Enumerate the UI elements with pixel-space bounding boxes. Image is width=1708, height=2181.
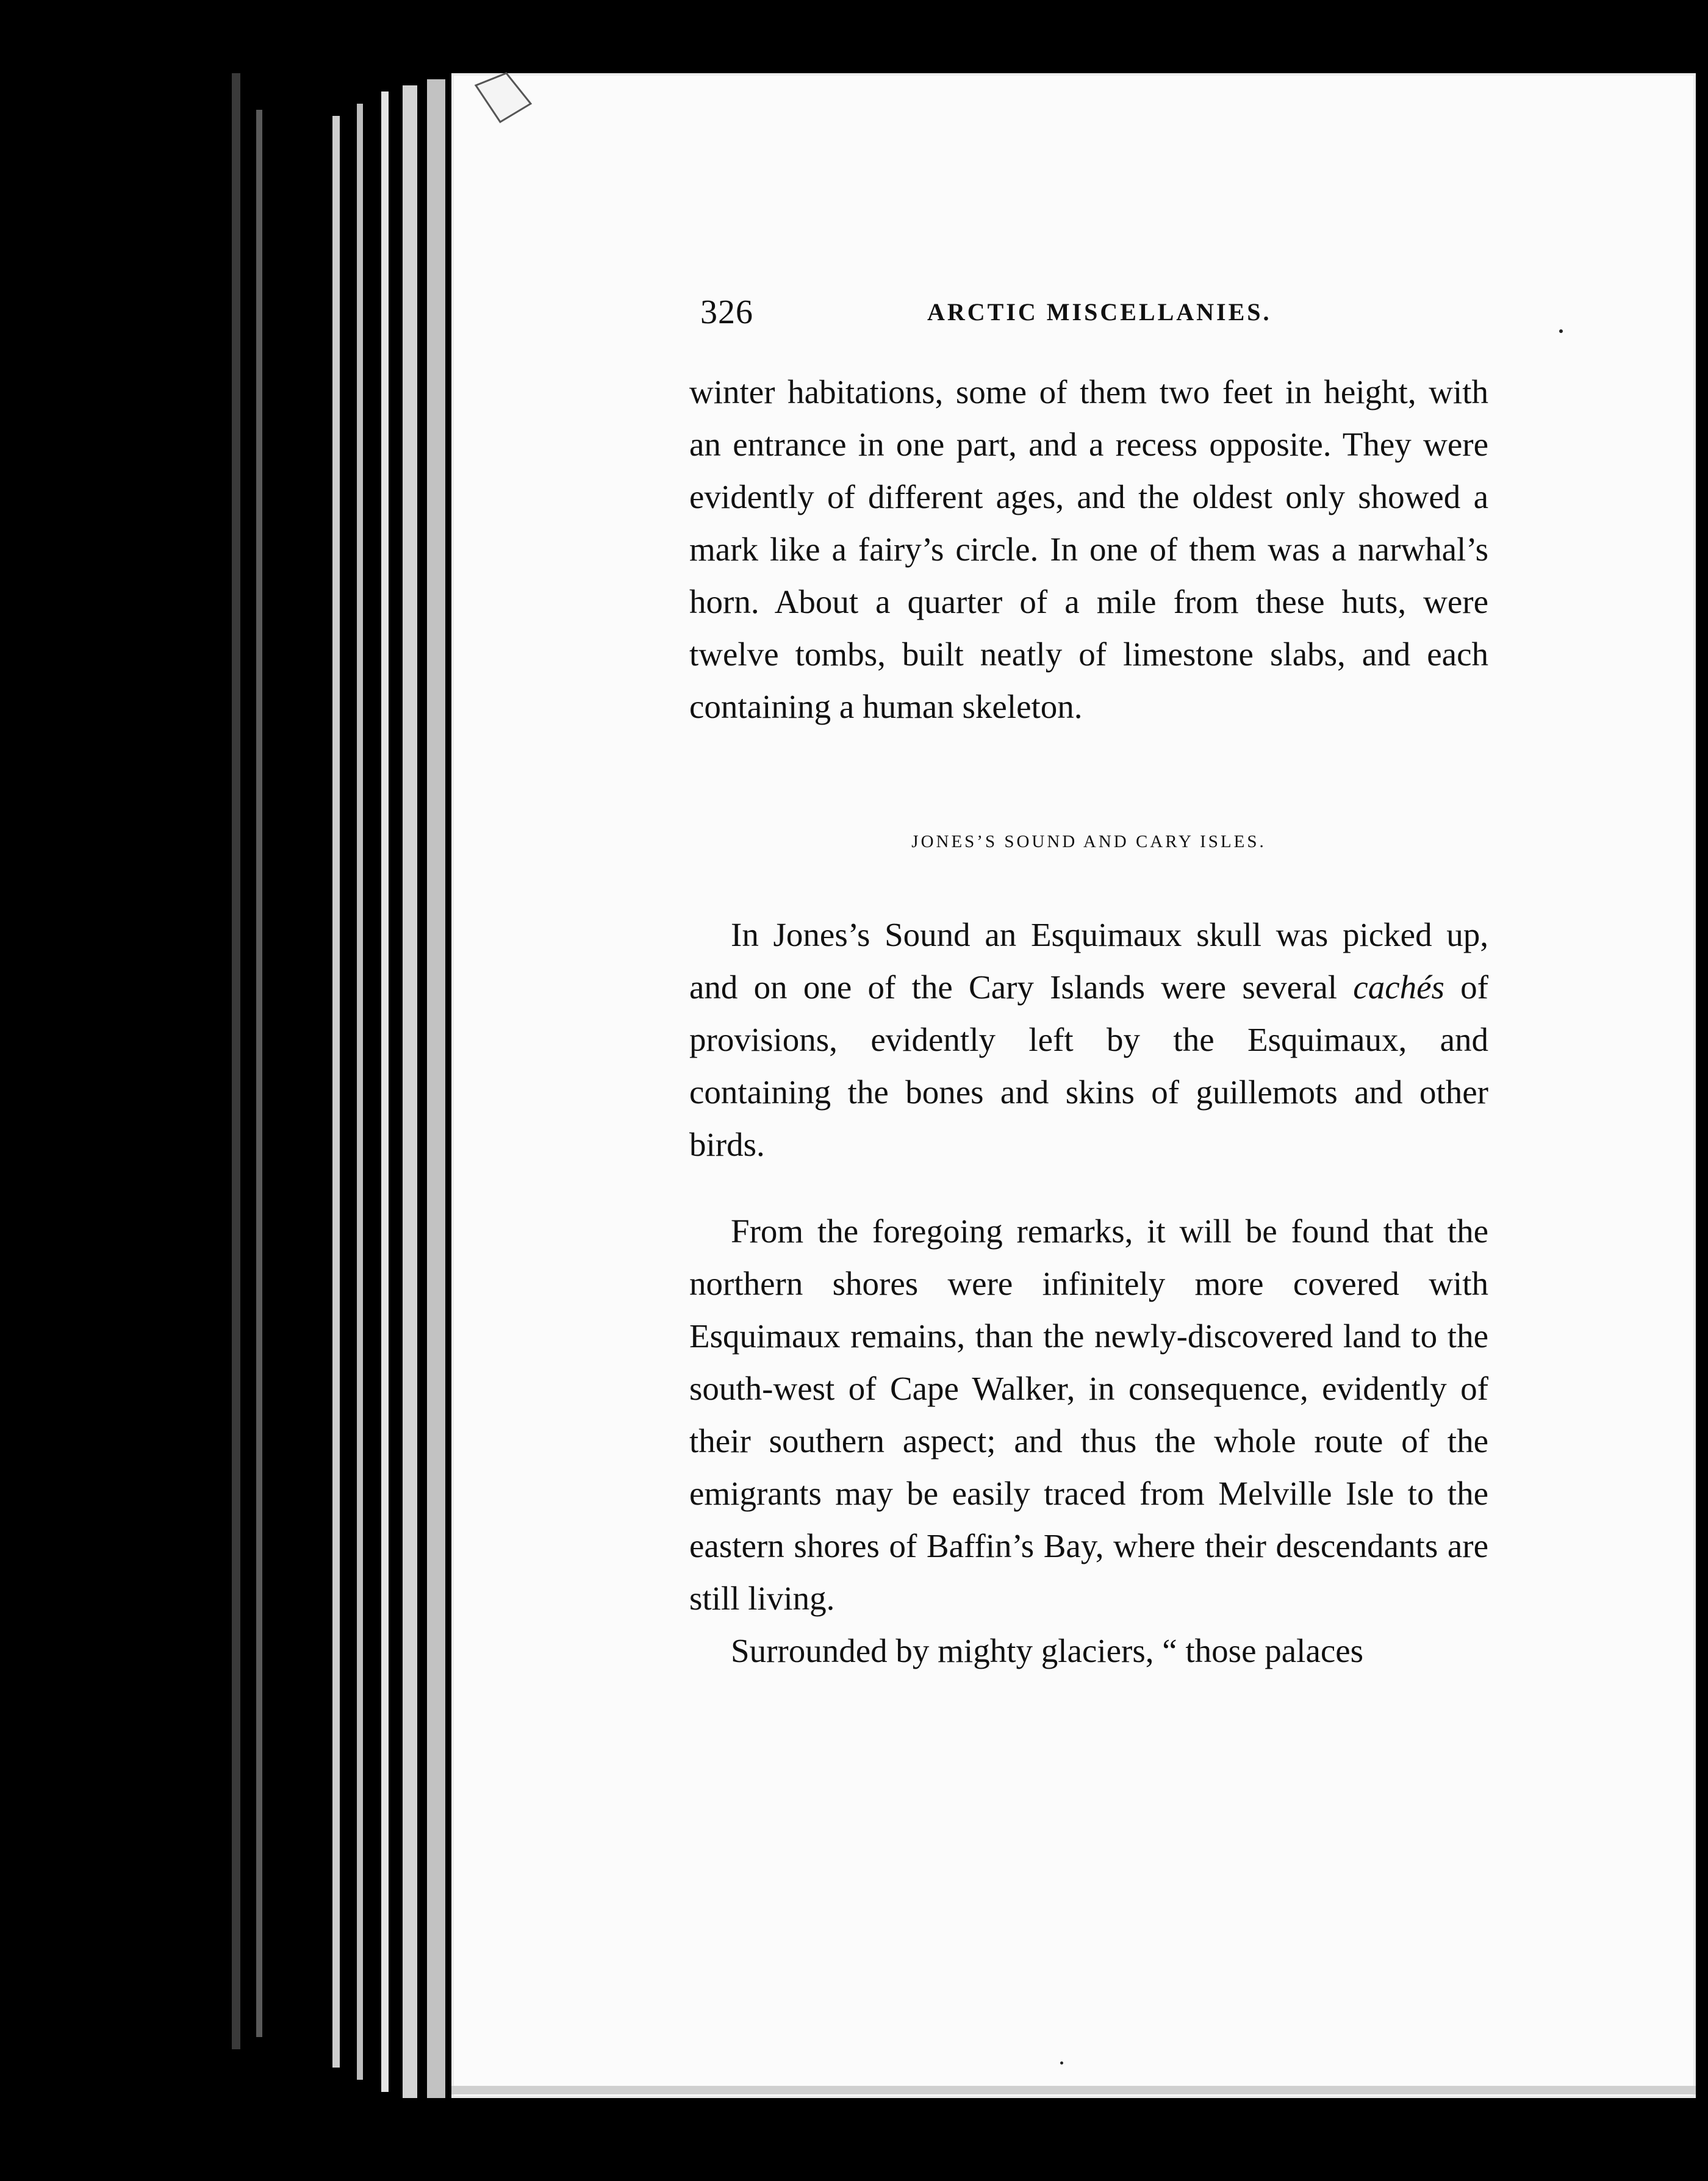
scan-speck: [1060, 2061, 1063, 2065]
paragraph-1: winter habitations, some of them two feet in height, with an entrance in one part, and a recess opposite. They were evidently of different ages, and the oldest only showed a mark like a fairy’s circle. In one of them was a narwhal’s horn. About a quarter of a mile from these huts, were twelve tombs, built neatly of limestone slabs, and each containing a human skeleton.: [689, 373, 1488, 725]
page-edge-strip: [403, 85, 417, 2098]
scan-speck: [1559, 329, 1563, 333]
page-bottom-edge: [451, 2086, 1696, 2094]
folded-corner-icon: [470, 67, 537, 128]
running-head: ARCTIC MISCELLANIES.: [927, 298, 1272, 326]
page-body: [689, 366, 1488, 1677]
paragraph-2-italic-word: cachés: [1353, 969, 1444, 1006]
paragraph-4: Surrounded by mighty glaciers, “ those palaces: [731, 1632, 1364, 1669]
page-edge-strip: [232, 73, 240, 2049]
page-edge-strip: [256, 110, 262, 2037]
paragraph-2-text-end: of provisions, evidently left by the Esquimaux, and containing the bones and skins of guillemots and other birds.: [689, 969, 1488, 1163]
page-edge-strip: [357, 104, 363, 2080]
page-edge-strip: [381, 91, 389, 2092]
paragraph-2: [689, 909, 1488, 1171]
paragraph-3: From the foregoing remarks, it will be found that the northern shores were infinitely more covered with Esquimaux remains, than the newly-discovered land to the south-west of Cape Walker, in consequence, evidently of their southern aspect; and thus the whole route of the emigrants may be easily traced from Melville Isle to the eastern shores of Baffin’s Bay, where their descendants are still living.: [689, 1212, 1488, 1617]
page-number: 326: [700, 293, 753, 331]
page-edge-strip: [332, 116, 340, 2068]
page-header: [700, 293, 1310, 342]
paragraph-2-text-start: In Jones’s Sound an Esquimaux skull was picked up, and on one of the Cary Islands were several: [689, 916, 1488, 1006]
section-title: JONES’S SOUND AND CARY ISLES.: [911, 832, 1266, 851]
page-edge-strip: [427, 79, 445, 2098]
